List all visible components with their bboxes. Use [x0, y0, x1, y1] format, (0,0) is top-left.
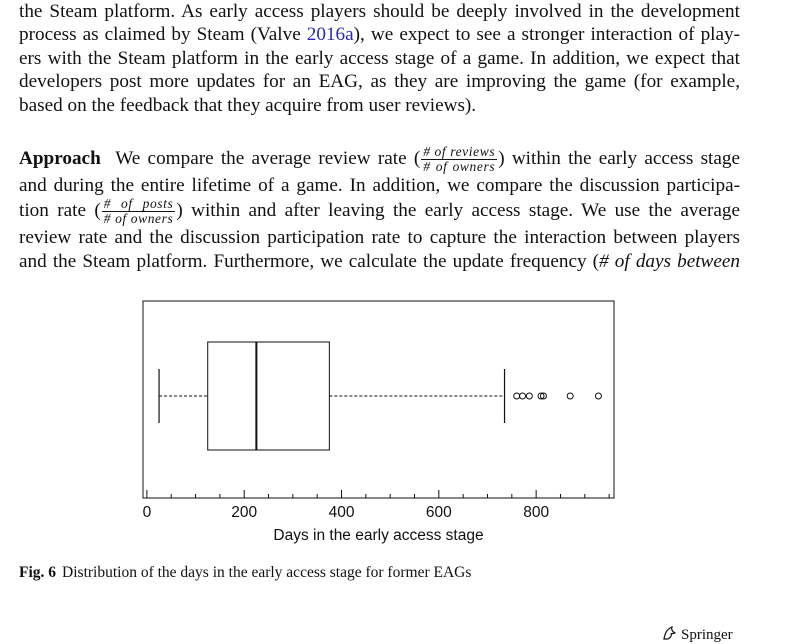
text-segment: ), we expect to see a stronger interaction of play-	[353, 24, 740, 46]
section-heading: Approach	[19, 147, 101, 169]
outlier-point	[567, 393, 573, 399]
publisher-name: Springer	[681, 627, 733, 643]
text-segment: ) within the early access stage	[498, 147, 741, 169]
text-segment-italic: # of days between	[599, 250, 740, 272]
figure-caption	[19, 564, 471, 582]
x-tick-label: 600	[425, 504, 452, 521]
outliers	[514, 393, 602, 399]
paragraph-approach	[19, 145, 740, 273]
boxplot-figure	[0, 290, 800, 550]
text-line	[19, 23, 740, 46]
text-line: and during the entire lifetime of a game. In addition, we compare the discussion participa-	[19, 175, 740, 196]
text-segment: process as claimed by Steam (Valve	[19, 24, 307, 46]
springer-horse-icon	[660, 624, 678, 642]
outlier-point	[526, 393, 532, 399]
boxplot	[159, 342, 504, 450]
x-axis-label: Days in the early access stage	[273, 527, 484, 544]
text-line: based on the feedback that they acquire from user reviews).	[19, 94, 477, 116]
citation-link[interactable]: 2016a	[306, 24, 354, 46]
x-tick-label: 0	[142, 504, 152, 521]
x-tick-label: 400	[328, 504, 355, 521]
fraction-participation-rate	[102, 197, 176, 226]
text-line: review rate and the discussion participation rate to capture the interaction between players	[19, 227, 740, 249]
x-tick-label: 200	[231, 504, 258, 521]
paragraph-context	[19, 0, 740, 117]
outlier-point	[595, 393, 601, 399]
text-segment: ) within and after leaving the early access stage. We use the average	[176, 200, 740, 222]
outlier-point	[520, 393, 526, 399]
x-axis	[143, 490, 610, 521]
text-line	[19, 250, 740, 273]
caption-text: Distribution of the days in the early access stage for former EAGs	[62, 564, 472, 581]
outlier-point	[514, 393, 520, 399]
fraction-denominator: # of owners	[103, 211, 174, 227]
text-line: ers with the Steam platform in the early access stage of a game. In addition, we expect that	[19, 47, 740, 69]
plot-frame	[143, 301, 614, 498]
fraction-denominator: # of owners	[423, 159, 496, 174]
text-line	[19, 145, 740, 174]
fraction-numerator: # of reviews	[423, 144, 496, 159]
x-tick-label: 800	[523, 504, 550, 521]
fraction-numerator: # of posts	[103, 196, 174, 212]
text-segment: tion rate (	[19, 200, 101, 222]
text-line: the Steam platform. As early access players should be deeply involved in the development	[19, 1, 740, 22]
publisher-mark	[660, 624, 733, 644]
text-segment: and the Steam platform. Furthermore, we calculate the update frequency (	[19, 250, 600, 272]
figure-label: Fig. 6	[19, 564, 57, 581]
text-line: developers post more updates for an EAG, as they are improving the game (for example,	[19, 71, 740, 93]
text-line	[19, 197, 740, 226]
fraction-review-rate	[421, 145, 497, 174]
interquartile-box	[208, 342, 330, 450]
text-segment: We compare the average review rate (	[115, 147, 421, 169]
